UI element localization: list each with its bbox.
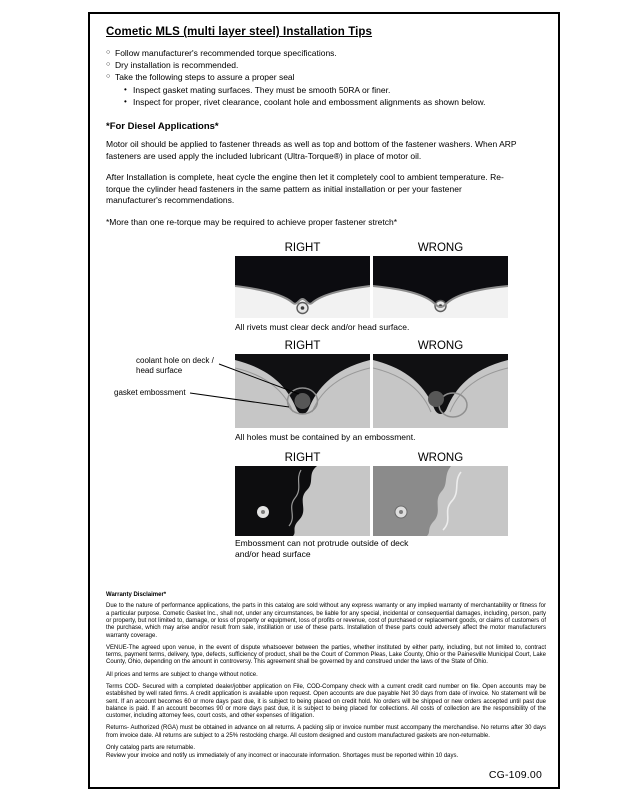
disclaimer-paragraph: VENUE-The agreed upon venue, in the event of dispute whatsoever between the parties, whether instituted by either party, including, but not limited to, contract terms, payment terms, delivery, type, defects, sufficiency of product, shall be the Court of Common Pleas, Lake County, Ohio or the Painesville Municipal Court, Lake County, Ohio, depending on the amount in controversy. This agreement shall be governed by and construed under the laws of the State of Ohio. [106,644,546,666]
figure1-right-label: RIGHT [284,242,321,255]
figure2-wrong-label: WRONG [417,340,464,353]
document-frame [88,12,560,789]
retorque-note: *More than one re-torque may be required to achieve proper fastener stretch* [106,216,398,227]
diesel-applications-heading: *For Diesel Applications* [106,121,219,133]
figure1-caption: All rivets must clear deck and/or head surface. [235,322,410,333]
open-bullet-icon: ○ [106,61,111,69]
sub-list-item [124,84,544,96]
filled-bullet-icon: • [124,84,127,94]
figure3-wrong-label: WRONG [417,452,464,465]
sub-list-item [124,96,544,108]
list-item [106,59,544,71]
coolant-hole-annotation: coolant hole on deck / head surface [136,356,214,375]
disclaimer-heading: Warranty Disclaimer* [106,592,167,599]
figure1-wrong-label: WRONG [417,242,464,255]
figure3-caption: Embossment can not protrude outside of deck and/or head surface [235,538,409,559]
diesel-paragraph-1: Motor oil should be applied to fastener threads as well as top and bottom of the fastener washers. When ARP fasteners are used apply the included lubricant (Ultra-Torque®) in place of motor oil. [106,139,517,161]
filled-bullet-icon: • [124,96,127,106]
gasket-embossment-annotation: gasket embossment [114,388,186,398]
tips-list [106,47,544,108]
list-item-text: Take the following steps to assure a proper seal [115,72,295,83]
figure3-right-protrusion-image [235,466,370,536]
open-bullet-icon: ○ [106,49,111,56]
disclaimer-paragraph: Due to the nature of performance applications, the parts in this catalog are sold without any express warranty or any implied warranty of merchantability or fitness for a particular purpose. Cometic Gasket Inc., shall not, under any circumstances, be liable for any special, incidental or consequential damages, including, person, party or property, but not limited to, damage, or loss of property or equipment, loss of profits or revenue, cost of purchased or replacement goods, or claims of customers of the purchase, which may arise and/or result from sale, instillation or use of these parts. Installation of these parts could adversely affect the motor manufacturers warranty coverage. [106,603,546,639]
list-item [106,71,544,83]
sub-list-item-text: Inspect for proper, rivet clearance, coolant hole and embossment alignments as shown below. [133,96,486,107]
figure3-right-label: RIGHT [284,452,321,465]
disclaimer-paragraph: Review your invoice and notify us immediately of any incorrect or inaccurate information. Shortages must be reported within 10 days. [106,753,459,760]
disclaimer-paragraph: Only catalog parts are returnable. [106,745,196,752]
diesel-paragraph-2: After Installation is complete, heat cycle the engine then let it completely cool to ambient temperature. Re-torque the cylinder head fasteners in the same pattern as initial installation or per your fastener manufacturer's recommendations. [106,172,504,206]
catalog-page-code: CG-109.00 [488,769,542,781]
figure2-caption: All holes must be contained by an embossment. [235,432,416,443]
list-item-text: Dry installation is recommended. [115,60,239,71]
page-title: Cometic MLS (multi layer steel) Installation Tips [106,26,373,38]
figures-section [106,236,544,568]
disclaimer-paragraph: Returns- Authorized (RGA) must be obtained in advance on all returns. A packing slip or invoice number must accompany the merchandise. No returns after 30 days from invoice date. All returns are subject to a 25% restocking charge. All custom designed and custom manufactured gaskets are non-returnable. [106,725,546,739]
figure2-right-label: RIGHT [284,340,321,353]
open-bullet-icon: ○ [106,73,111,81]
disclaimer-paragraph: Terms COD- Secured with a completed dealer/jobber application on File, COD-Company check with a current credit card number on file. Open accounts may be established by well rated firms. A credit application is available upon request. Open accounts are due payable Net 30 days from date of invoice. No statement will be sent. If an account becomes 60 or more days past due, it is subject to being placed on credit hold. No orders will be shipped or new orders accepted until past due balance is paid. If an account becomes 90 or more days past due, it is subject to being placed for collections. All costs of collection are the responsibility of the customer, including attorney fees, court costs, and other expenses of litigation. [106,683,546,720]
list-item [106,47,544,59]
sub-list-item-text: Inspect gasket mating surfaces. They must be smooth 50RA or finer. [133,84,391,95]
list-item-text: Follow manufacturer's recommended torque specifications. [115,48,337,58]
figure3-wrong-protrusion-image [373,466,508,536]
disclaimer-paragraph: All prices and terms are subject to change without notice. [106,671,258,678]
warranty-disclaimer [106,592,546,761]
